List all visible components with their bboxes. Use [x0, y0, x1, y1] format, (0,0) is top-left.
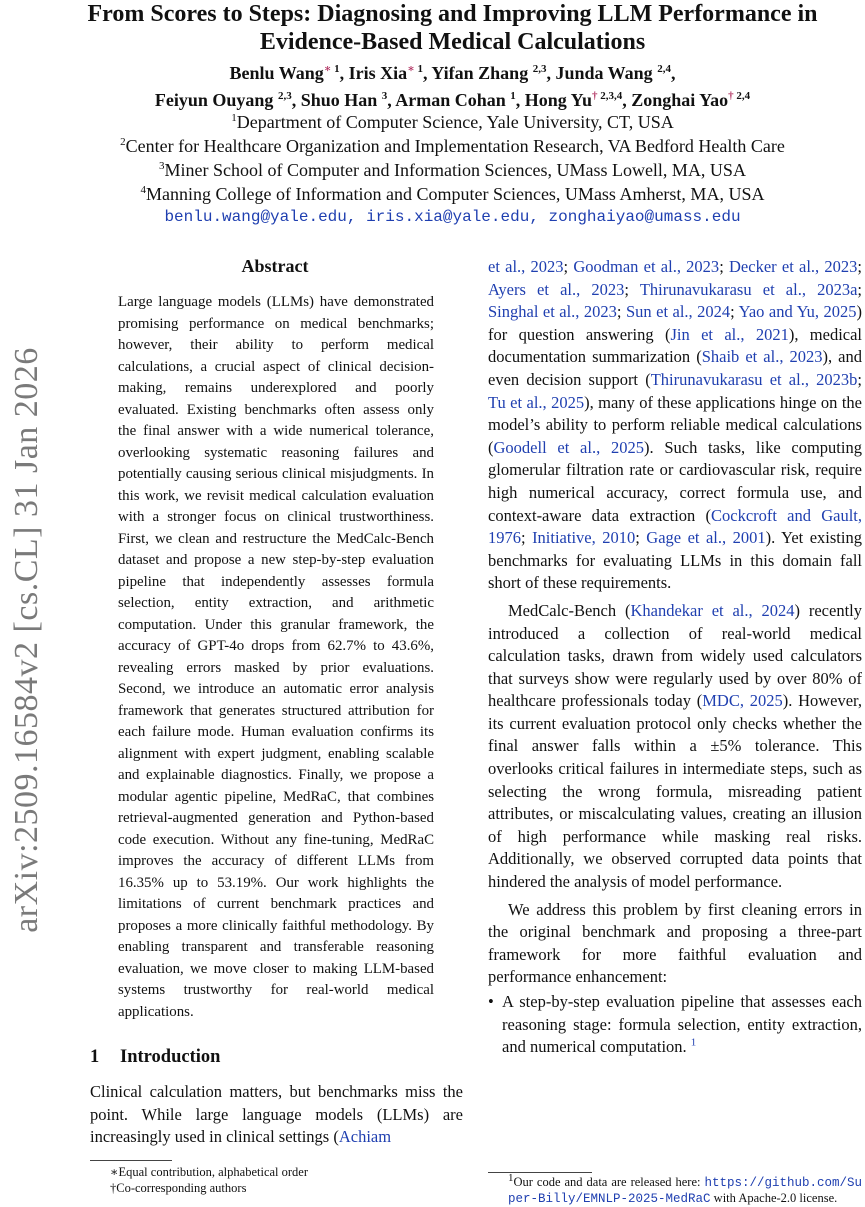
equal-contribution-mark: ∗	[407, 63, 415, 75]
citation-link[interactable]: Goodell et al., 2025	[493, 437, 644, 457]
corresponding-mark: †	[591, 90, 598, 102]
repo-url-link[interactable]: https://github.com/Super-Billy/EMNLP-2025-MedRaC	[508, 1176, 862, 1206]
citation-link[interactable]: Shaib et al., 2023	[701, 347, 823, 367]
author-list	[60, 60, 845, 114]
citation-link[interactable]: Achiam	[338, 1127, 392, 1146]
footnote-text: Our code and data are released here:	[513, 1175, 705, 1189]
citation-link[interactable]: Decker et al., 2023	[729, 257, 858, 276]
email-link[interactable]: benlu.wang@yale.edu	[164, 208, 347, 226]
paragraph: et al., 2023; Goodman et al., 2023; Decker et al., 2023; Ayers et al., 2023; Thirunavukarasu et al., 2023a; Singhal et al., 2023; Sun et al., 2024; Yao and Yu, 2025) for question answering (Jin et al., 2021), medical documentation summarization (Shaib et al., 2023), and even decision support (Thirunavukarasu et al., 2023b; Tu et al., 2025), many of these applications hinge on the model’s ability to perform reliable medical calculations (Goodell et al., 2025). Such tasks, like computing glomerular filtration rate or cardiovascular risk, require high numerical accuracy, correct formula use, and context-aware data extraction (Cockcroft and Gault, 1976; Initiative, 2010; Gage et al., 2001). Yet existing benchmarks for evaluating LLMs in this domain fall short of these requirements.	[488, 257, 863, 593]
section-heading	[90, 1047, 220, 1068]
author-affiliation: 1	[417, 63, 423, 75]
body-text: ). Yet existing benchmarks for evaluating LLMs in this domain fall short of these requirements.	[488, 528, 862, 593]
list-item-text: A step-by-step evaluation pipeline that assesses each reasoning stage: formula selection, entity extraction, and numerical computation.	[502, 992, 862, 1057]
title-line-2: Evidence-Based Medical Calculations	[259, 29, 646, 55]
citation-link[interactable]: Tu et al., 2025	[488, 392, 585, 412]
paper-title	[60, 0, 845, 56]
right-column	[488, 256, 862, 1059]
intro-text: Clinical calculation matters, but benchmarks miss the point. While large language models (LLMs) are increasingly used in clinical settings (	[90, 1082, 463, 1146]
title-line-1: From Scores to Steps: Diagnosing and Improving LLM Performance in	[87, 1, 818, 27]
intro-paragraph	[90, 1081, 463, 1149]
section-title: Introduction	[120, 1047, 221, 1067]
author-name: Shuo Han	[300, 90, 378, 110]
abstract-heading: Abstract	[241, 256, 309, 276]
author-affiliation: 2,4	[657, 63, 671, 75]
author-name: Junda Wang	[555, 63, 653, 83]
author-name: Arman Cohan	[395, 90, 506, 110]
citation-link[interactable]: Goodman et al., 2023	[573, 257, 720, 276]
affiliation	[60, 110, 845, 134]
footnote-divider	[90, 1160, 172, 1161]
author-name: Yifan Zhang	[431, 63, 529, 83]
body-text: ), many of these applications hinge on the model’s ability to perform reliable medical calculations (	[488, 392, 862, 457]
author-name: Benlu Wang	[229, 63, 324, 83]
footnote-ref-link[interactable]: 1	[690, 1036, 697, 1049]
list-item	[488, 991, 862, 1059]
author-name: Hong Yu	[524, 90, 592, 110]
affiliation-list	[60, 110, 845, 206]
body-text: ), and even decision support (	[488, 347, 862, 389]
author-affiliation: 2,4	[736, 90, 751, 102]
body-text: ) recently introduced a collection of real-world medical calculation tasks, drawn from widely used calculators that surveys show were regularly used by over 80% of healthcare professionals today (	[488, 600, 862, 711]
affiliation	[60, 134, 845, 158]
body-text: ) for question answering (	[488, 302, 862, 344]
footnote-code-release	[488, 1171, 862, 1207]
affiliation-text: Miner School of Computer and Information Sciences, UMass Lowell, MA, USA	[164, 160, 746, 180]
paragraph: We address this problem by first cleaning errors in the original benchmark and proposing a three-part framework for more faithful evaluation and performance enhancement:	[488, 899, 862, 987]
footnote-equal-contribution: ∗Equal contribution, alphabetical order	[110, 1165, 309, 1179]
citation-link[interactable]: Gage et al., 2001	[646, 528, 766, 548]
author-line-1: Benlu Wang$^{∗ 1}$, Iris Xia$^{∗ 1}$, Yifan Zhang $^{2,3}$, Junda Wang $^{2,4}$,	[229, 63, 676, 83]
paragraph	[488, 600, 862, 894]
author-line-2: Feiyun Ouyang $^{2,3}$, Shuo Han $^3$, Arman Cohan $^1$, Hong Yu$^{\dagger 2,3,4}$, Zonghai Yao$^{\dagger 2,4}$	[154, 90, 751, 110]
email-link[interactable]: zonghaiyao@umass.edu	[548, 208, 741, 226]
footnote-divider	[488, 1172, 592, 1173]
affiliation-text: Center for Healthcare Organization and Implementation Research, VA Bedford Health Care	[125, 136, 785, 156]
body-text: ). Such tasks, like computing glomerular filtration rate or cardiovascular risk, require high numerical accuracy, correct formula use, and context-aware data extraction (	[488, 437, 862, 525]
arxiv-id: arXiv:2509.16584v2 [cs.CL] 31 Jan 2026	[8, 347, 45, 933]
affiliation	[60, 182, 845, 206]
author-affiliation: 2,3,4	[600, 90, 623, 102]
citation-link[interactable]: Thirunavukarasu et al., 2023b	[650, 369, 858, 389]
citation-link[interactable]: Sun et al., 2024	[625, 302, 731, 322]
author-affiliation: 1	[334, 63, 340, 75]
footnote-number: 1	[508, 1171, 514, 1184]
body-text: MedCalc-Bench (	[508, 600, 631, 620]
citation-link[interactable]: Yao and Yu, 2025	[738, 302, 857, 322]
corresponding-mark: †	[728, 90, 734, 102]
section-number: 1	[90, 1047, 100, 1067]
author-affiliation: 2,3	[532, 63, 547, 75]
citation-link[interactable]: Singhal et al., 2023	[488, 302, 617, 322]
citation-link[interactable]: Thirunavukarasu et al., 2023a	[639, 279, 858, 299]
citation-link[interactable]: MDC, 2025	[702, 691, 783, 711]
author-affiliation: 3	[381, 90, 388, 102]
email-link[interactable]: iris.xia@yale.edu	[366, 208, 530, 226]
footnotes-left	[90, 1164, 463, 1196]
abstract-text: Large language models (LLMs) have demonstrated promising performance on medical benchmarks; however, their ability to perform medical calculations, a crucial aspect of clinical decision-making, remains underexplored and poorly evaluated. Existing benchmarks often assess only the final answer with a wide numerical tolerance, overlooking systematic reasoning failures and potentially causing serious clinical misjudgments. In this work, we revisit medical calculation evaluation with a stronger focus on clinical trustworthiness. First, we clean and restructure the MedCalc-Bench dataset and propose a new step-by-step evaluation pipeline that independently assesses formula selection, entity extraction, and arithmetic computation. Under this granular framework, the accuracy of GPT-4o drops from 62.7% to 43.6%, revealing errors masked by prior evaluations. Second, we introduce an automatic error analysis framework that generates structured attribution for each failure mode. Human evaluation confirms its alignment with expert judgment, enabling scalable and explainable diagnostics. Finally, we propose a modular agentic pipeline, MedRaC, that combines retrieval-augmented generation and Python-based code execution. Without any fine-tuning, MedRaC improves the accuracy of different LLMs from 16.35% up to 53.19%. Our work highlights the limitations of current benchmark practices and proposes a more clinically faithful methodology. By enabling transparent and transferable reasoning evaluation, we move closer to making LLM-based systems trustworthy for real-world medical applications.	[118, 294, 434, 1020]
citation-link[interactable]: Initiative, 2010	[532, 528, 636, 548]
affiliation-text: Department of Computer Science, Yale University, CT, USA	[236, 112, 674, 132]
affiliation-number: 4	[140, 184, 147, 196]
footnote-text: with Apache-2.0 license.	[710, 1191, 838, 1205]
email-list: benlu.wang@yale.edu, iris.xia@yale.edu, zonghaiyao@umass.edu	[164, 208, 741, 226]
affiliation	[60, 158, 845, 182]
citation-link[interactable]: Ayers et al., 2023	[488, 279, 625, 299]
body-text: ), medical documentation summarization (	[488, 324, 863, 367]
affiliation-number: 1	[231, 112, 237, 124]
footnote-corresponding: †Co-corresponding authors	[110, 1181, 247, 1195]
citation-link[interactable]: Khandekar et al., 2024	[630, 600, 795, 620]
arxiv-stamp	[4, 300, 50, 980]
affiliation-text: Manning College of Information and Computer Sciences, UMass Amherst, MA, USA	[146, 184, 765, 204]
citation-link[interactable]: Jin et al., 2021	[670, 324, 789, 344]
author-name: Feiyun Ouyang	[154, 90, 274, 110]
author-name: Zonghai Yao	[631, 90, 729, 110]
author-affiliation: 2,3	[277, 90, 292, 102]
equal-contribution-mark: ∗	[323, 63, 332, 75]
affiliation-number: 2	[120, 136, 126, 148]
body-text: ). However, its current evaluation protocol only checks whether the final answer falls within a ±5% tolerance. This overlooks critical failures in intermediate steps, such as selecting the wrong formula, misreading patient attributes, or miscalculating values, creating an illusion of high performance while masking real risks. Additionally, we observed corrupted data points that hindered the analysis of model performance.	[488, 691, 863, 892]
citation-link[interactable]: et al., 2023	[488, 257, 564, 276]
bullet-icon: •	[488, 992, 494, 1011]
author-name: Iris Xia	[348, 63, 408, 83]
citation-link[interactable]: Cockcroft and Gault, 1976	[488, 505, 862, 548]
author-affiliation: 1	[510, 90, 516, 102]
affiliation-number: 3	[159, 160, 165, 172]
